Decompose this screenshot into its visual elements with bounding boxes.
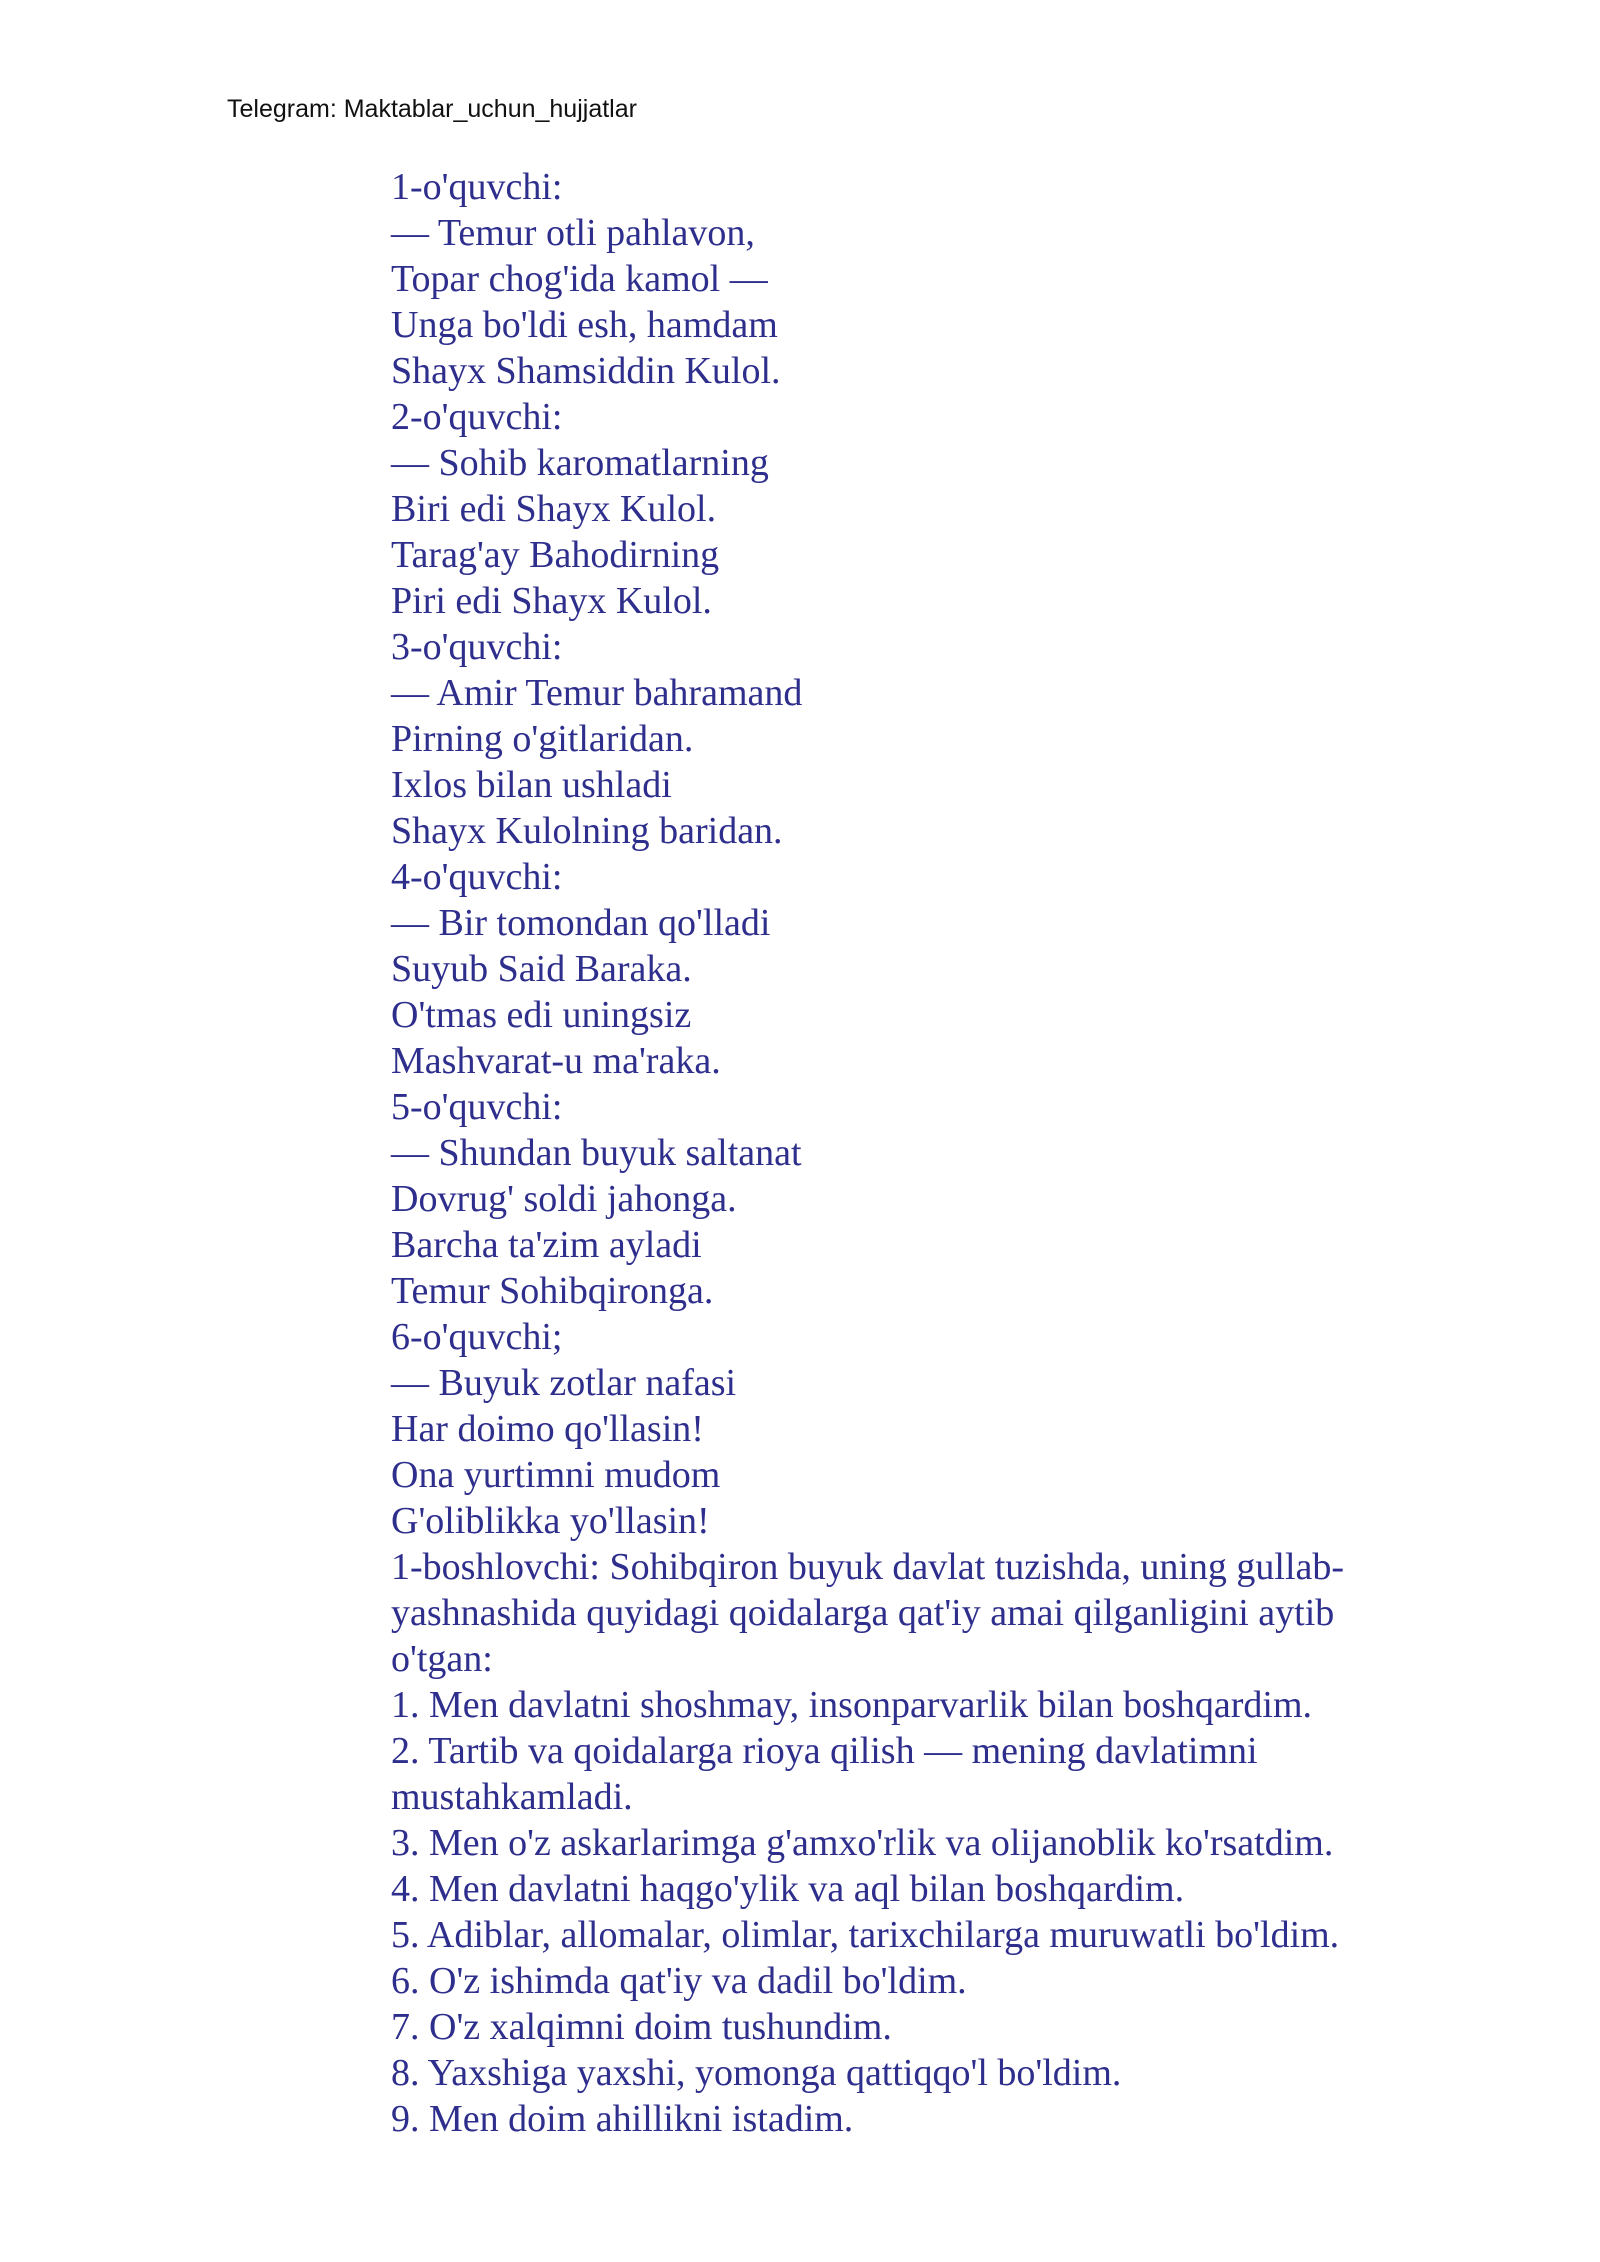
rule-item: 3. Men o'z askarlarimga g'amxo'rlik va olijanoblik ko'rsatdim. [391, 1822, 1334, 1864]
rule-item: 5. Adiblar, allomalar, olimlar, tarixchilarga muruwatli bo'ldim. [391, 1914, 1340, 1956]
poem-line: Biri edi Shayx Kulol. [391, 488, 717, 530]
narrator-intro: 1-boshlovchi: Sohibqiron buyuk davlat tuzishda, uning gullab-yashnashida quyidagi qoidalarga qat'iy amai qilganligini aytib o'tgan: [391, 1546, 1345, 1680]
rule-item: 4. Men davlatni haqgo'ylik va aql bilan boshqardim. [391, 1868, 1185, 1910]
poem-line: Dovrug' soldi jahonga. [391, 1178, 737, 1220]
poem-line: 5-o'quvchi: [391, 1086, 563, 1128]
poem-line: Ona yurtimni mudom [391, 1454, 721, 1496]
poem-line: Har doimo qo'llasin! [391, 1408, 704, 1450]
rule-item: 7. O'z xalqimni doim tushundim. [391, 2006, 892, 2048]
rule-item: 6. O'z ishimda qat'iy va dadil bo'ldim. [391, 1960, 967, 2002]
poem-line: Piri edi Shayx Kulol. [391, 580, 712, 622]
poem-line: — Bir tomondan qo'lladi [391, 902, 771, 944]
poem-line: 6-o'quvchi; [391, 1316, 563, 1358]
poem-line: Barcha ta'zim ayladi [391, 1224, 702, 1266]
poem-line: — Shundan buyuk saltanat [391, 1132, 802, 1174]
poem-line: Tarag'ay Bahodirning [391, 534, 720, 576]
poem-line: G'oliblikka yo'llasin! [391, 1500, 710, 1542]
poem-line: — Sohib karomatlarning [391, 442, 769, 484]
page-header: Telegram: Maktablar_uchun_hujjatlar [227, 95, 637, 123]
poem-line: 1-o'quvchi: [391, 166, 563, 208]
poem-line: 3-o'quvchi: [391, 626, 563, 668]
poem-line: — Temur otli pahlavon, [391, 212, 755, 254]
poem-line: — Buyuk zotlar nafasi [391, 1362, 737, 1404]
document-body [391, 164, 1411, 2142]
rule-item: 8. Yaxshiga yaxshi, yomonga qattiqqo'l bo'ldim. [391, 2052, 1122, 2094]
poem-line: O'tmas edi uningsiz [391, 994, 692, 1036]
poem-line: Unga bo'ldi esh, hamdam [391, 304, 778, 346]
poem-line: 4-o'quvchi: [391, 856, 563, 898]
poem-line: Ixlos bilan ushladi [391, 764, 672, 806]
poem-line: Shayx Shamsiddin Kulol. [391, 350, 781, 392]
poem-line: Temur Sohibqironga. [391, 1270, 714, 1312]
poem-line: — Amir Temur bahramand [391, 672, 803, 714]
poem-line: Topar chog'ida kamol — [391, 258, 768, 300]
poem-line: Shayx Kulolning baridan. [391, 810, 783, 852]
poem-line: Suyub Said Baraka. [391, 948, 692, 990]
rule-item: 1. Men davlatni shoshmay, insonparvarlik bilan boshqardim. [391, 1684, 1312, 1726]
poem-line: Mashvarat-u ma'raka. [391, 1040, 721, 1082]
rule-item: 9. Men doim ahillikni istadim. [391, 2098, 854, 2140]
rule-item: 2. Tartib va qoidalarga rioya qilish — mening davlatimni mustahkamladi. [391, 1730, 1258, 1818]
poem-line: 2-o'quvchi: [391, 396, 563, 438]
poem-line: Pirning o'gitlaridan. [391, 718, 694, 760]
